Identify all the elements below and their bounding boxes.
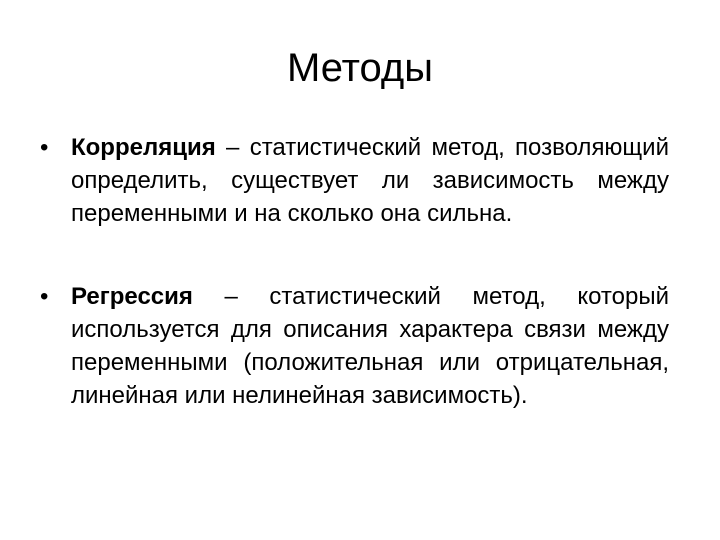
term-correlation: Корреляция [71, 134, 216, 161]
bullet-list [40, 131, 669, 412]
definition-regression: – статистический метод, который используется для описания характера связи между переменными (положительная или отрицательная, линейная или нелинейная зависимость). [71, 283, 669, 409]
slide-title: Методы [286, 46, 433, 90]
bullet-icon: • [40, 134, 49, 161]
bullet-icon: • [40, 283, 49, 310]
term-regression: Регрессия [71, 283, 193, 310]
definition-correlation: – статистический метод, позволяющий определить, существует ли зависимость между переменными и на сколько она сильна. [71, 134, 669, 227]
bullet-item-regression [40, 280, 669, 412]
bullet-item-correlation [40, 131, 669, 230]
